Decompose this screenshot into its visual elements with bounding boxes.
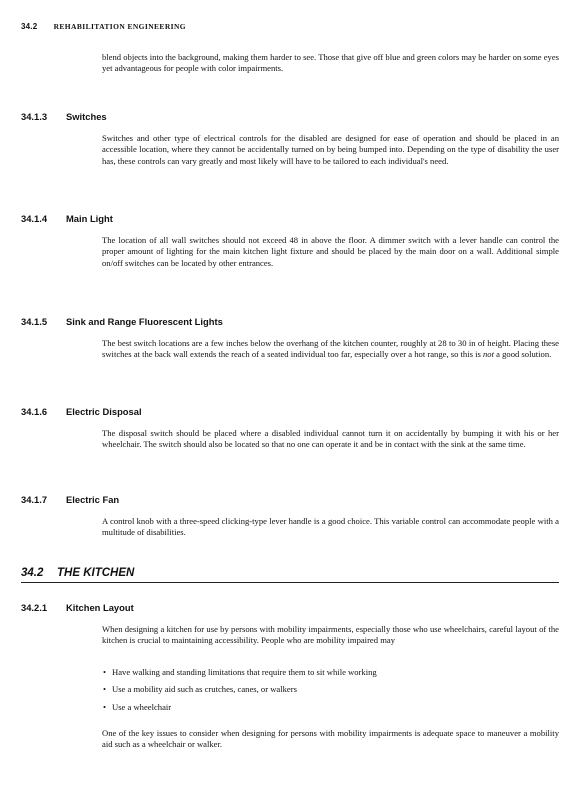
- paragraph-text: a good solution.: [493, 349, 552, 360]
- section-paragraph: A control knob with a three-speed clicking-type lever handle is a good choice. This variable control can accommodate people with a multitude of disabilities.: [102, 516, 559, 538]
- page-number: 34.2: [21, 22, 38, 31]
- list-item-text: Use a mobility aid such as crutches, canes, or walkers: [112, 684, 297, 695]
- bullet-list: [102, 667, 559, 719]
- section-number: 34.1.5: [21, 316, 48, 327]
- chapter-section-title: THE KITCHEN: [57, 567, 135, 579]
- intro-paragraph: blend objects into the background, making them harder to see. Those that give off blue and green colors may be harder on some eyes yet advantageous for people with color impairments.: [102, 52, 559, 74]
- running-head-title: REHABILITATION ENGINEERING: [53, 22, 187, 31]
- section-paragraph: [102, 338, 559, 361]
- chapter-section-number: 34.2: [21, 567, 44, 579]
- section-paragraph: One of the key issues to consider when designing for persons with mobility impairments is adequate space to maneuver a mobility aid such as a wheelchair or walker.: [102, 728, 559, 750]
- section-title: Switches: [66, 111, 107, 122]
- section-heading: [21, 406, 142, 417]
- running-head: [21, 22, 561, 31]
- bullet-icon: •: [103, 701, 107, 712]
- section-title: Sink and Range Fluorescent Lights: [66, 316, 223, 327]
- section-title: Electric Fan: [66, 494, 120, 505]
- list-item: [102, 667, 559, 678]
- list-item-text: Use a wheelchair: [112, 701, 172, 712]
- section-heading: [21, 494, 119, 505]
- paragraph-text: The best switch locations are a few inches below the overhang of the kitchen counter, roughly at 28 to 30 in of height. Placing these switches at the back wall extends the reach of a seated individual too far, especially over a hot range, so this is: [102, 338, 559, 360]
- section-heading: [21, 111, 107, 122]
- section-number: 34.1.6: [21, 406, 48, 417]
- section-number: 34.2.1: [21, 602, 48, 613]
- bullet-icon: •: [103, 667, 107, 677]
- section-heading: [21, 602, 134, 613]
- section-paragraph: Switches and other type of electrical controls for the disabled are designed for ease of operation and should be placed in an accessible location, where they cannot be accidentally turned on by being bumped into. Depending on the type of disability the user has, these controls can vary greatly and most likely will have to be tailored to each individual's need.: [102, 133, 559, 166]
- emphasis-text: not: [483, 349, 494, 360]
- section-title: Electric Disposal: [66, 406, 142, 417]
- list-item: [102, 684, 559, 695]
- list-item: [102, 702, 559, 713]
- bullet-icon: •: [103, 684, 107, 695]
- section-title: Main Light: [66, 213, 113, 224]
- section-heading: [21, 316, 223, 327]
- chapter-section-heading: [21, 567, 559, 583]
- section-paragraph: The location of all wall switches should not exceed 48 in above the floor. A dimmer switch with a lever handle can control the proper amount of lighting for the main kitchen light fixture and should be placed by the main door on a wall. Additional simple on/off switches can be located by other entrances.: [102, 235, 559, 268]
- section-title: Kitchen Layout: [66, 602, 134, 613]
- list-item-text: Have walking and standing limitations that require them to sit while working: [112, 667, 377, 677]
- section-paragraph: When designing a kitchen for use by persons with mobility impairments, especially those who use wheelchairs, careful layout of the kitchen is crucial to maintaining accessibility. People who are mobility impaired may: [102, 624, 559, 646]
- section-number: 34.1.7: [21, 494, 48, 505]
- section-number: 34.1.3: [21, 111, 48, 122]
- section-number: 34.1.4: [21, 213, 48, 224]
- section-paragraph: The disposal switch should be placed where a disabled individual cannot turn it on accidentally by bumping it with his or her wheelchair. The switch should also be located so that no one can operate it and be in contact with the sink at the same time.: [102, 428, 559, 450]
- section-heading: [21, 213, 113, 224]
